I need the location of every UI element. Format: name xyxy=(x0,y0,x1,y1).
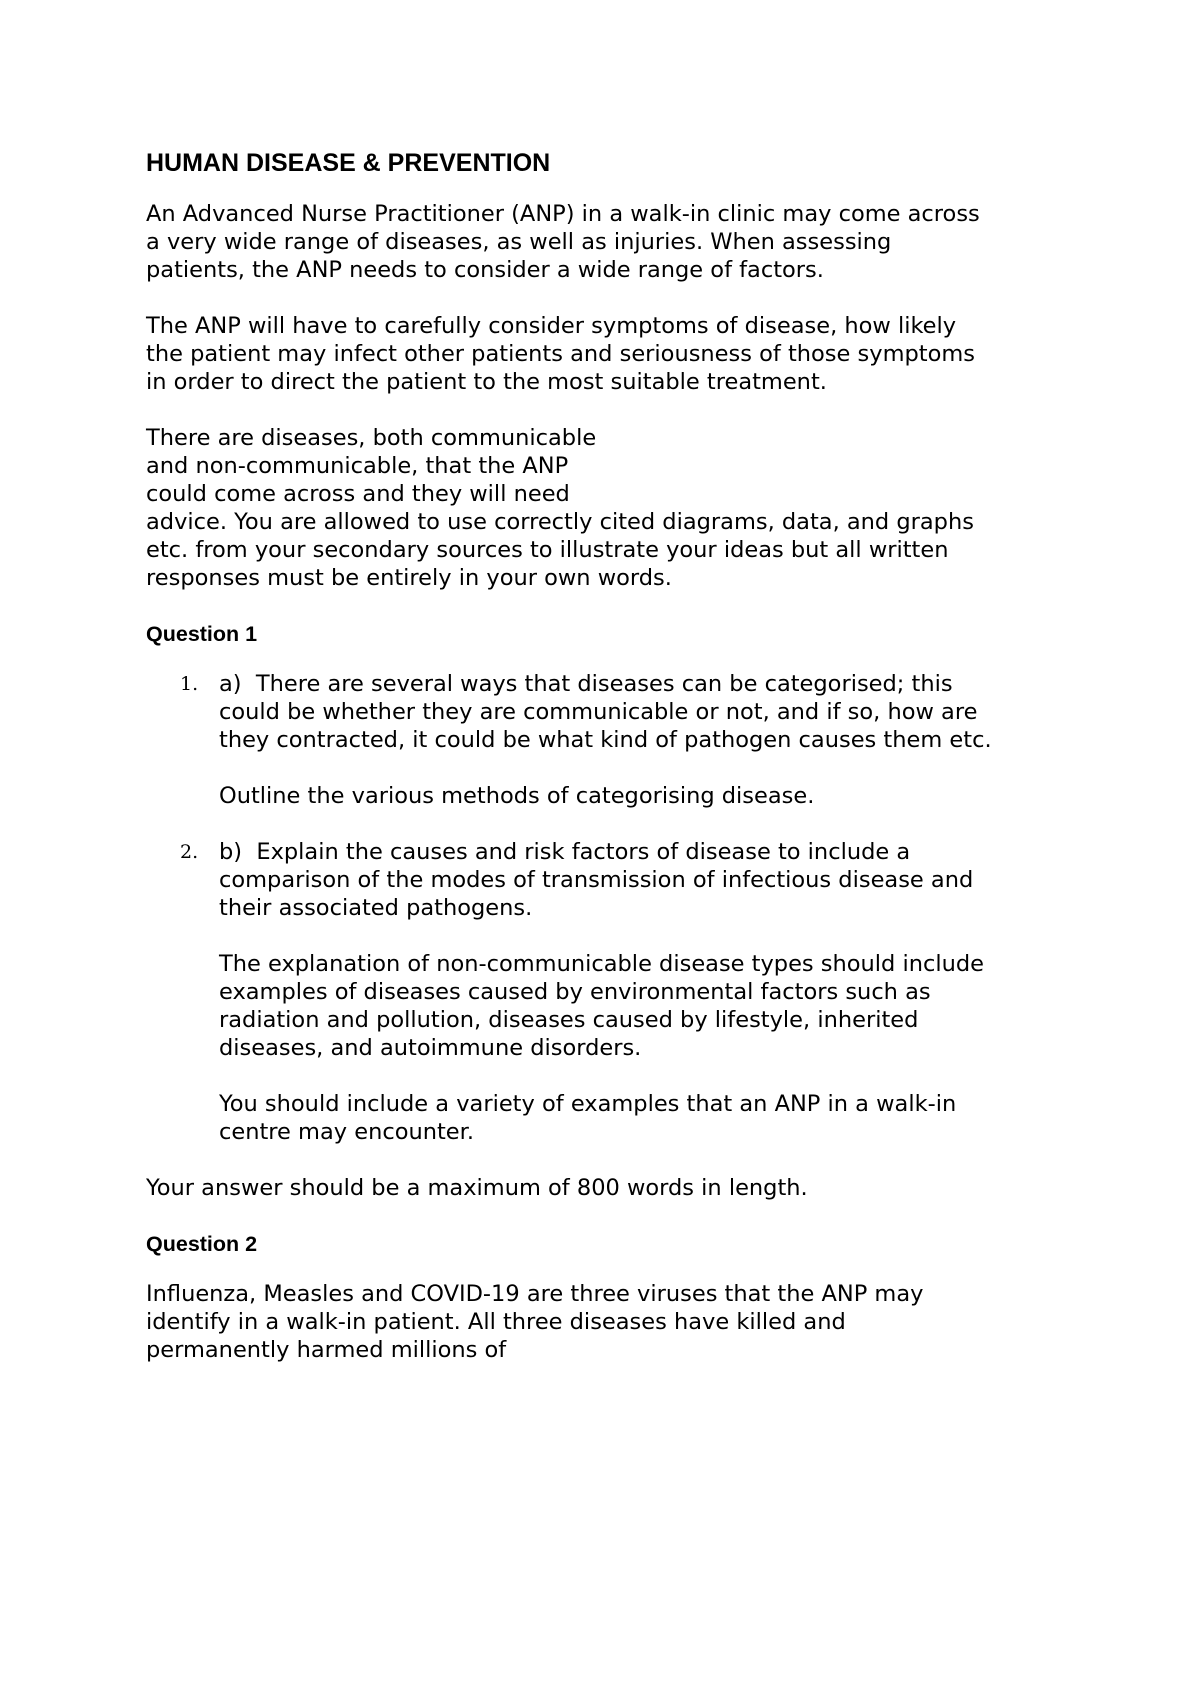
text-line: You should include a variety of examples that an ANP in a walk-in xyxy=(219,1091,957,1117)
text-line: the patient may infect other patients and seriousness of those symptoms xyxy=(146,341,975,367)
text-line: in order to direct the patient to the most suitable treatment. xyxy=(146,369,827,395)
symptoms-paragraph xyxy=(146,312,1106,396)
text-line: Your answer should be a maximum of 800 words in length. xyxy=(146,1175,808,1201)
question-1a-instruction xyxy=(219,782,1106,810)
text-line: There are diseases, both communicable xyxy=(146,425,597,451)
intro-paragraph xyxy=(146,200,1106,284)
text-line: permanently harmed millions of xyxy=(146,1337,507,1363)
text-line: their associated pathogens. xyxy=(219,895,533,921)
text-line: advice. You are allowed to use correctly cited diagrams, data, and graphs xyxy=(146,509,974,535)
text-line: patients, the ANP needs to consider a wide range of factors. xyxy=(146,257,824,283)
question-1b-text xyxy=(219,838,1106,922)
text-line: The ANP will have to carefully consider symptoms of disease, how likely xyxy=(146,313,957,339)
diseases-paragraph xyxy=(146,424,1106,592)
question-1-list xyxy=(146,670,1106,1146)
text-line: etc. from your secondary sources to illustrate your ideas but all written xyxy=(146,537,949,563)
question-1b-examples xyxy=(219,1090,1106,1146)
text-line: The explanation of non-communicable disease types should include xyxy=(219,951,985,977)
list-marker: 1. xyxy=(180,673,199,695)
question-2-heading: Question 2 xyxy=(146,1232,258,1256)
text-line: diseases, and autoimmune disorders. xyxy=(219,1035,642,1061)
word-limit-note xyxy=(146,1174,1106,1202)
text-line: b) Explain the causes and risk factors of disease to include a xyxy=(219,839,911,865)
text-line: An Advanced Nurse Practitioner (ANP) in a walk-in clinic may come across xyxy=(146,201,980,227)
text-line: comparison of the modes of transmission of infectious disease and xyxy=(219,867,974,893)
question-1b-explanation xyxy=(219,950,1106,1062)
text-line: a) There are several ways that diseases can be categorised; this xyxy=(219,671,953,697)
text-line: could come across and they will need xyxy=(146,481,570,507)
text-line: radiation and pollution, diseases caused by lifestyle, inherited xyxy=(219,1007,919,1033)
text-line: examples of diseases caused by environmental factors such as xyxy=(219,979,931,1005)
document-title: HUMAN DISEASE & PREVENTION xyxy=(146,149,551,177)
question-1-heading: Question 1 xyxy=(146,622,258,646)
text-line: Influenza, Measles and COVID-19 are three viruses that the ANP may xyxy=(146,1281,924,1307)
text-line: and non-communicable, that the ANP xyxy=(146,453,569,479)
question-2-text xyxy=(146,1280,1106,1364)
document-page xyxy=(146,148,1106,1364)
text-line: they contracted, it could be what kind of pathogen causes them etc. xyxy=(219,727,992,753)
text-line: a very wide range of diseases, as well as injuries. When assessing xyxy=(146,229,892,255)
text-line: identify in a walk-in patient. All three diseases have killed and xyxy=(146,1309,846,1335)
text-line: responses must be entirely in your own words. xyxy=(146,565,672,591)
list-item xyxy=(146,838,1106,1146)
list-marker: 2. xyxy=(180,841,199,863)
text-line: could be whether they are communicable or not, and if so, how are xyxy=(219,699,978,725)
text-line: Outline the various methods of categorising disease. xyxy=(219,783,815,809)
text-line: centre may encounter. xyxy=(219,1119,474,1145)
question-1a-text xyxy=(219,670,1106,754)
list-item xyxy=(146,670,1106,810)
